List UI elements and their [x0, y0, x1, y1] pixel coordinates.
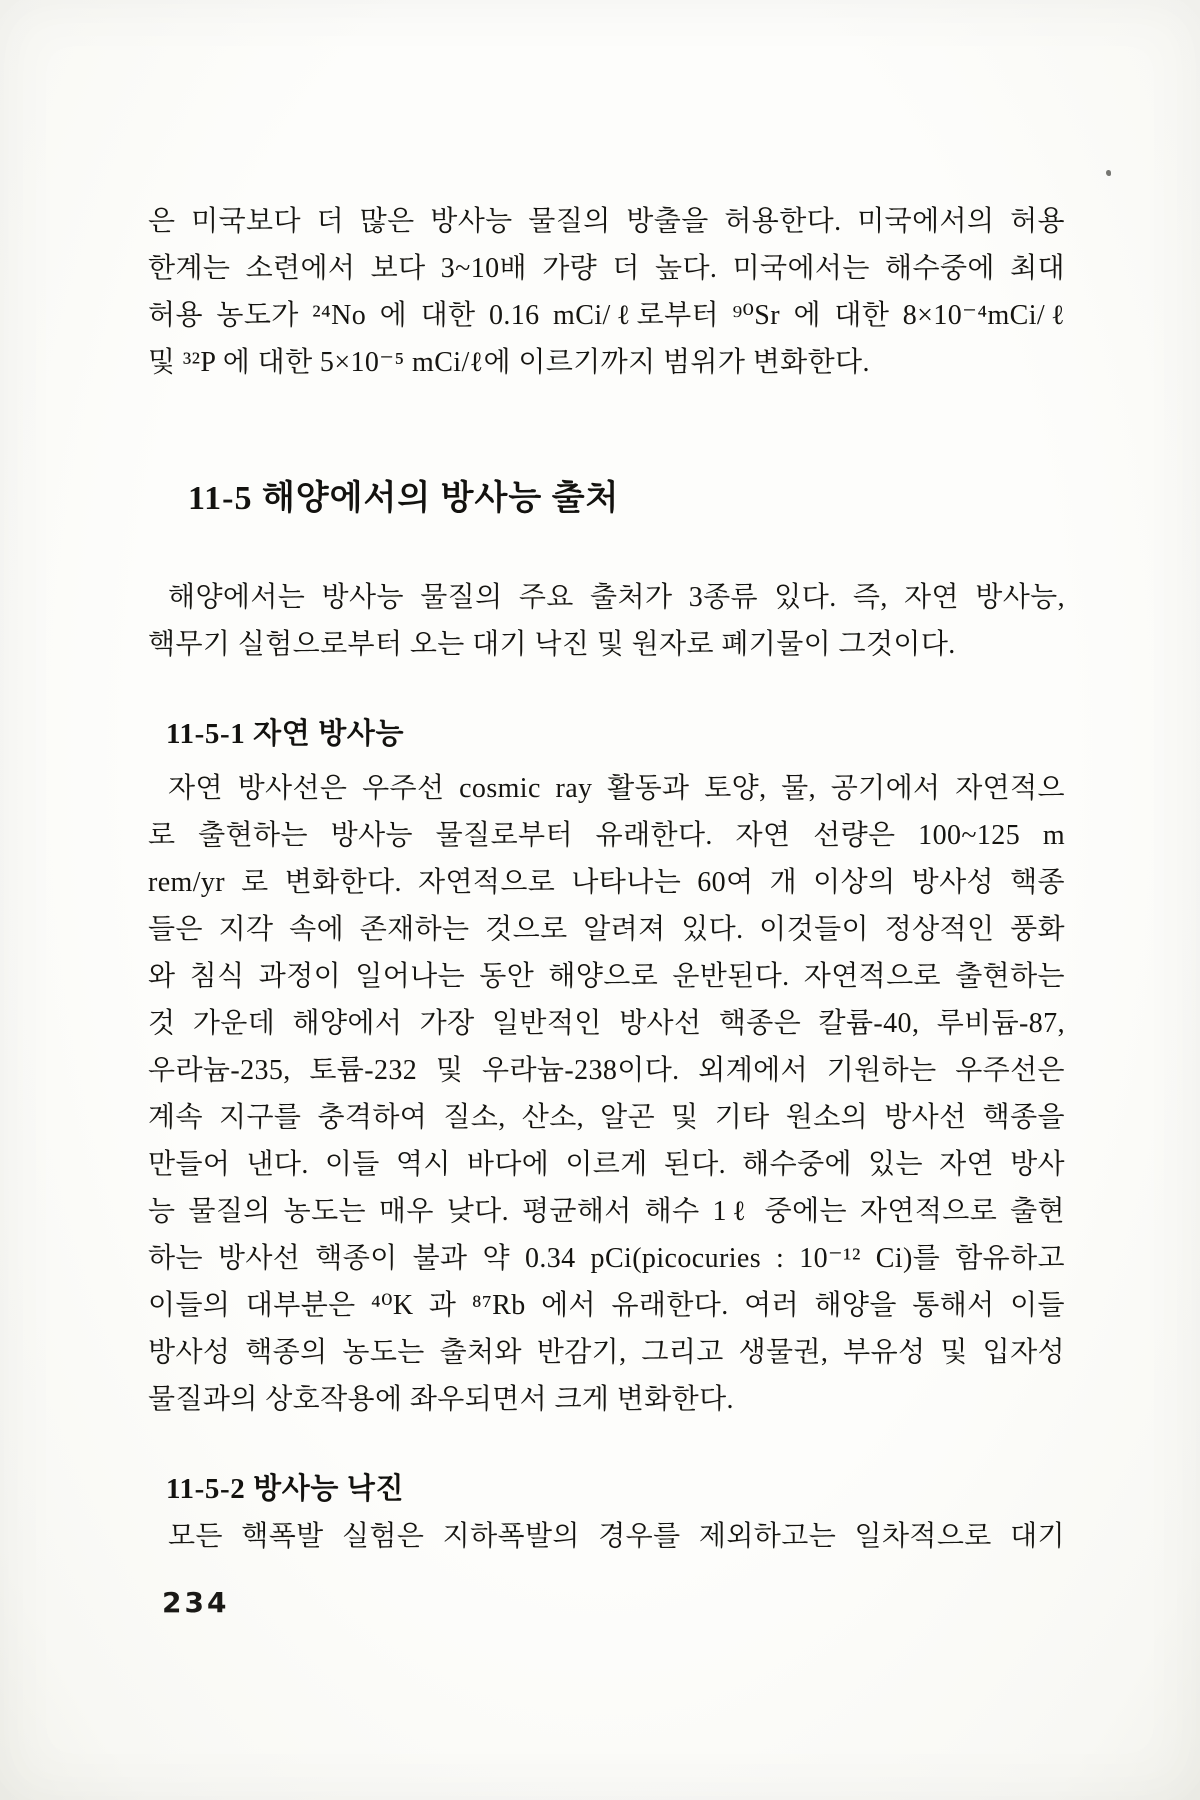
- text-line: 들은 지각 속에 존재하는 것으로 알려져 있다. 이것들이 정상적인 풍화: [148, 914, 1065, 945]
- text-line: 와 침식 과정이 일어나는 동안 해양으로 운반된다. 자연적으로 출현하는: [148, 961, 1065, 992]
- text-line: 능 물질의 농도는 매우 낮다. 평균해서 해수 1ℓ 중에는 자연적으로 출현: [148, 1196, 1065, 1227]
- text-line: 자연 방사선은 우주선 cosmic ray 활동과 토양, 물, 공기에서 자연적으: [168, 773, 1065, 804]
- intro-paragraph: [148, 198, 1065, 386]
- text-line: 허용 농도가 ²⁴No 에 대한 0.16 mCi/ℓ로부터 ⁹⁰Sr 에 대한 8×10⁻⁴mCi/ℓ: [148, 300, 1065, 331]
- subsection-heading-natural: 11-5-1 자연 방사능: [166, 718, 405, 750]
- text-line: rem/yr 로 변화한다. 자연적으로 나타나는 60여 개 이상의 방사성 핵종: [148, 867, 1065, 898]
- text-line: 방사성 핵종의 농도는 출처와 반감기, 그리고 생물권, 부유성 및 입자성: [148, 1337, 1065, 1368]
- text-line: 이들의 대부분은 ⁴⁰K 과 ⁸⁷Rb 에서 유래한다. 여러 해양을 통해서 이들: [148, 1290, 1065, 1321]
- section-heading: 11-5 해양에서의 방사능 출처: [188, 480, 620, 517]
- scan-artifact-dot: [1106, 170, 1111, 176]
- text-line: 모든 핵폭발 실험은 지하폭발의 경우를 제외하고는 일차적으로 대기: [168, 1521, 1065, 1552]
- text-column: [148, 198, 1065, 1560]
- text-line: 만들어 낸다. 이들 역시 바다에 이르게 된다. 해수중에 있는 자연 방사: [148, 1149, 1065, 1180]
- text-line: 계속 지구를 충격하여 질소, 산소, 알곤 및 기타 원소의 방사선 핵종을: [148, 1102, 1065, 1133]
- text-line: 은 미국보다 더 많은 방사능 물질의 방출을 허용한다. 미국에서의 허용: [148, 206, 1065, 237]
- text-line: 우라늄-235, 토륨-232 및 우라늄-238이다. 외계에서 기원하는 우주선은: [148, 1055, 1065, 1086]
- text-line: 로 출현하는 방사능 물질로부터 유래한다. 자연 선량은 100~125 m: [148, 820, 1065, 851]
- page-number: 234: [162, 1586, 230, 1619]
- fallout-paragraph: [148, 1513, 1065, 1560]
- text-line: 해양에서는 방사능 물질의 주요 출처가 3종류 있다. 즉, 자연 방사능,: [168, 582, 1065, 613]
- text-line: 하는 방사선 핵종이 불과 약 0.34 pCi(picocuries : 10⁻¹² Ci)를 함유하고: [148, 1243, 1065, 1274]
- text-line: 및 ³²P 에 대한 5×10⁻⁵ mCi/ℓ에 이르기까지 범위가 변화한다.: [148, 347, 870, 378]
- text-line: 것 가운데 해양에서 가장 일반적인 방사선 핵종은 칼륨-40, 루비듐-87,: [148, 1008, 1065, 1039]
- text-line: 물질과의 상호작용에 좌우되면서 크게 변화한다.: [148, 1384, 734, 1415]
- subsection-heading-fallout: 11-5-2 방사능 낙진: [166, 1473, 405, 1505]
- text-line: 한계는 소련에서 보다 3~10배 가량 더 높다. 미국에서는 해수중에 최대: [148, 253, 1065, 284]
- text-line: 핵무기 실험으로부터 오는 대기 낙진 및 원자로 폐기물이 그것이다.: [148, 629, 956, 660]
- natural-radioactivity-paragraph: [148, 765, 1065, 1423]
- overview-paragraph: [148, 574, 1065, 668]
